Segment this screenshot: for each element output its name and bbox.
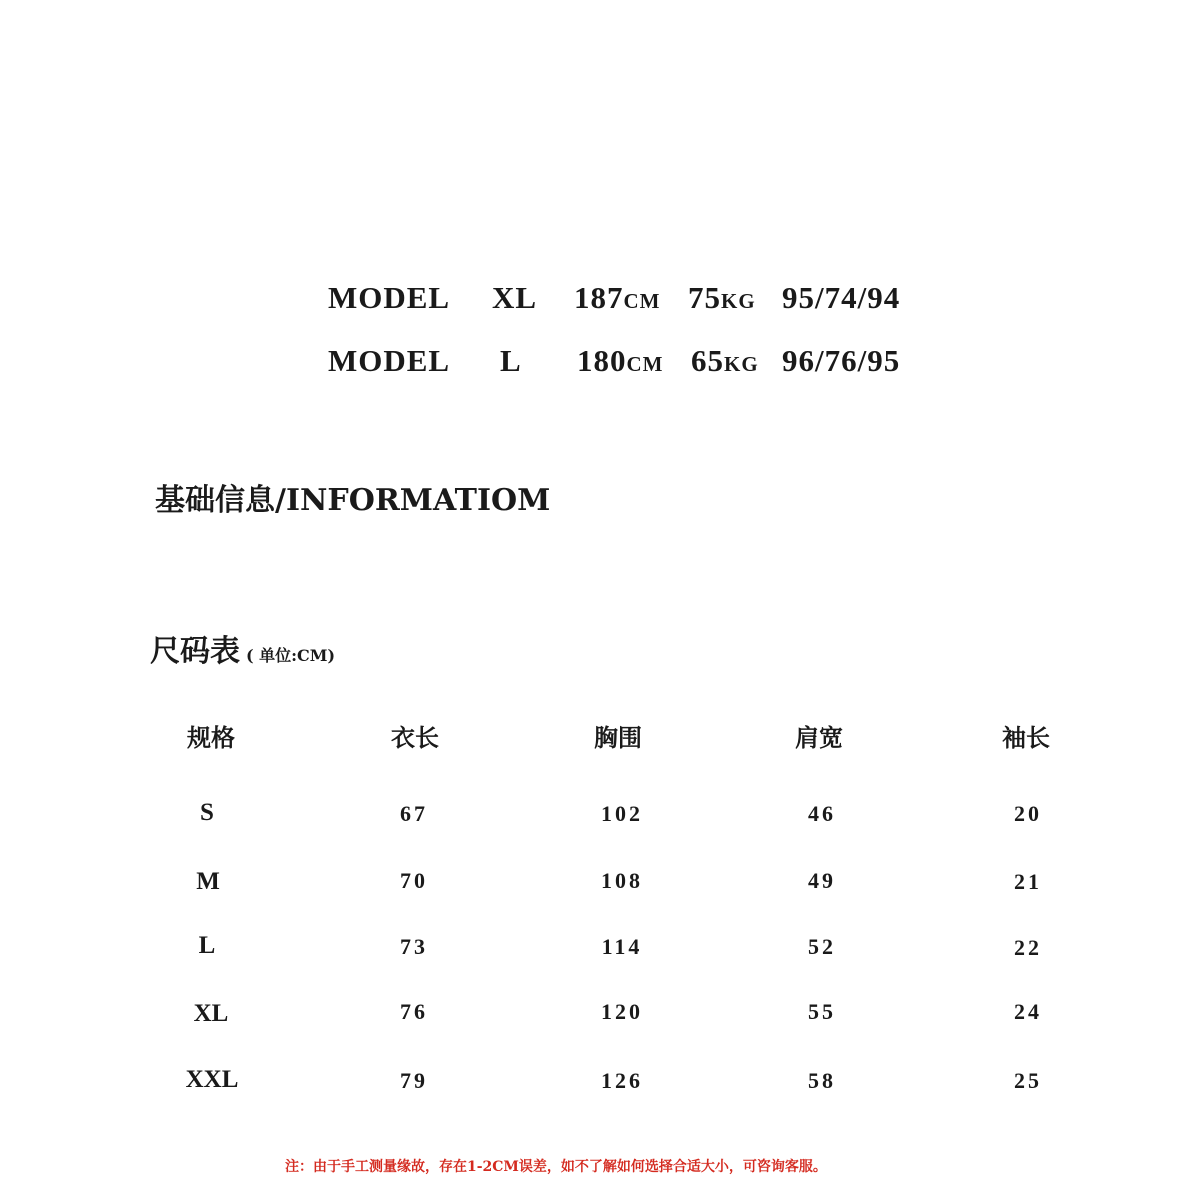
model-weight: 65KG [691,343,759,378]
column-header-chest: 胸围 [594,723,642,752]
size-cell: XXL [185,1066,239,1093]
chest-cell: 126 [601,1068,643,1093]
model-measurements: 96/76/95 [782,343,901,378]
length-cell: 67 [400,801,428,826]
column-header-shoulder: 肩宽 [795,723,843,752]
sleeve-cell: 24 [1014,999,1042,1024]
size-chart-title: 尺码表 [150,634,240,669]
shoulder-cell: 49 [808,868,836,893]
column-header-sleeve: 袖长 [1002,723,1050,752]
model-weight: 75KG [688,280,756,315]
sleeve-cell: 22 [1014,935,1042,960]
size-chart-heading [150,626,335,670]
model-size: L [500,343,522,378]
model-label: MODEL [328,343,451,378]
chest-cell: 102 [601,801,643,826]
shoulder-cell: 58 [808,1068,836,1093]
length-cell: 70 [400,868,428,893]
model-label: MODEL [328,280,451,315]
measurement-note: 注：由于手工测量缘故，存在1-2CM误差，如不了解如何选择合适大小，可咨询客服。 [285,1159,827,1175]
info-heading: 基础信息/INFORMATIOM [155,483,551,518]
length-cell: 76 [400,999,428,1024]
shoulder-cell: 52 [808,934,836,959]
sleeve-cell: 20 [1014,801,1042,826]
size-chart-unit: ( 单位:CM) [246,646,336,665]
column-header-length: 衣长 [391,723,439,752]
length-cell: 73 [400,934,428,959]
model-height: 180CM [577,343,664,378]
size-cell: XL [193,1000,229,1027]
chest-cell: 114 [601,934,643,959]
sleeve-cell: 25 [1014,1068,1042,1093]
model-measurements: 95/74/94 [782,280,901,315]
chest-cell: 120 [601,999,643,1024]
chest-cell: 108 [601,868,643,893]
size-cell: M [196,868,220,895]
shoulder-cell: 55 [808,999,836,1024]
shoulder-cell: 46 [808,801,836,826]
length-cell: 79 [400,1068,428,1093]
sleeve-cell: 21 [1014,869,1042,894]
model-size: XL [492,280,538,315]
column-header-size: 规格 [187,723,235,752]
size-cell: S [200,799,214,826]
model-height: 187CM [574,280,661,315]
size-cell: L [198,932,216,959]
